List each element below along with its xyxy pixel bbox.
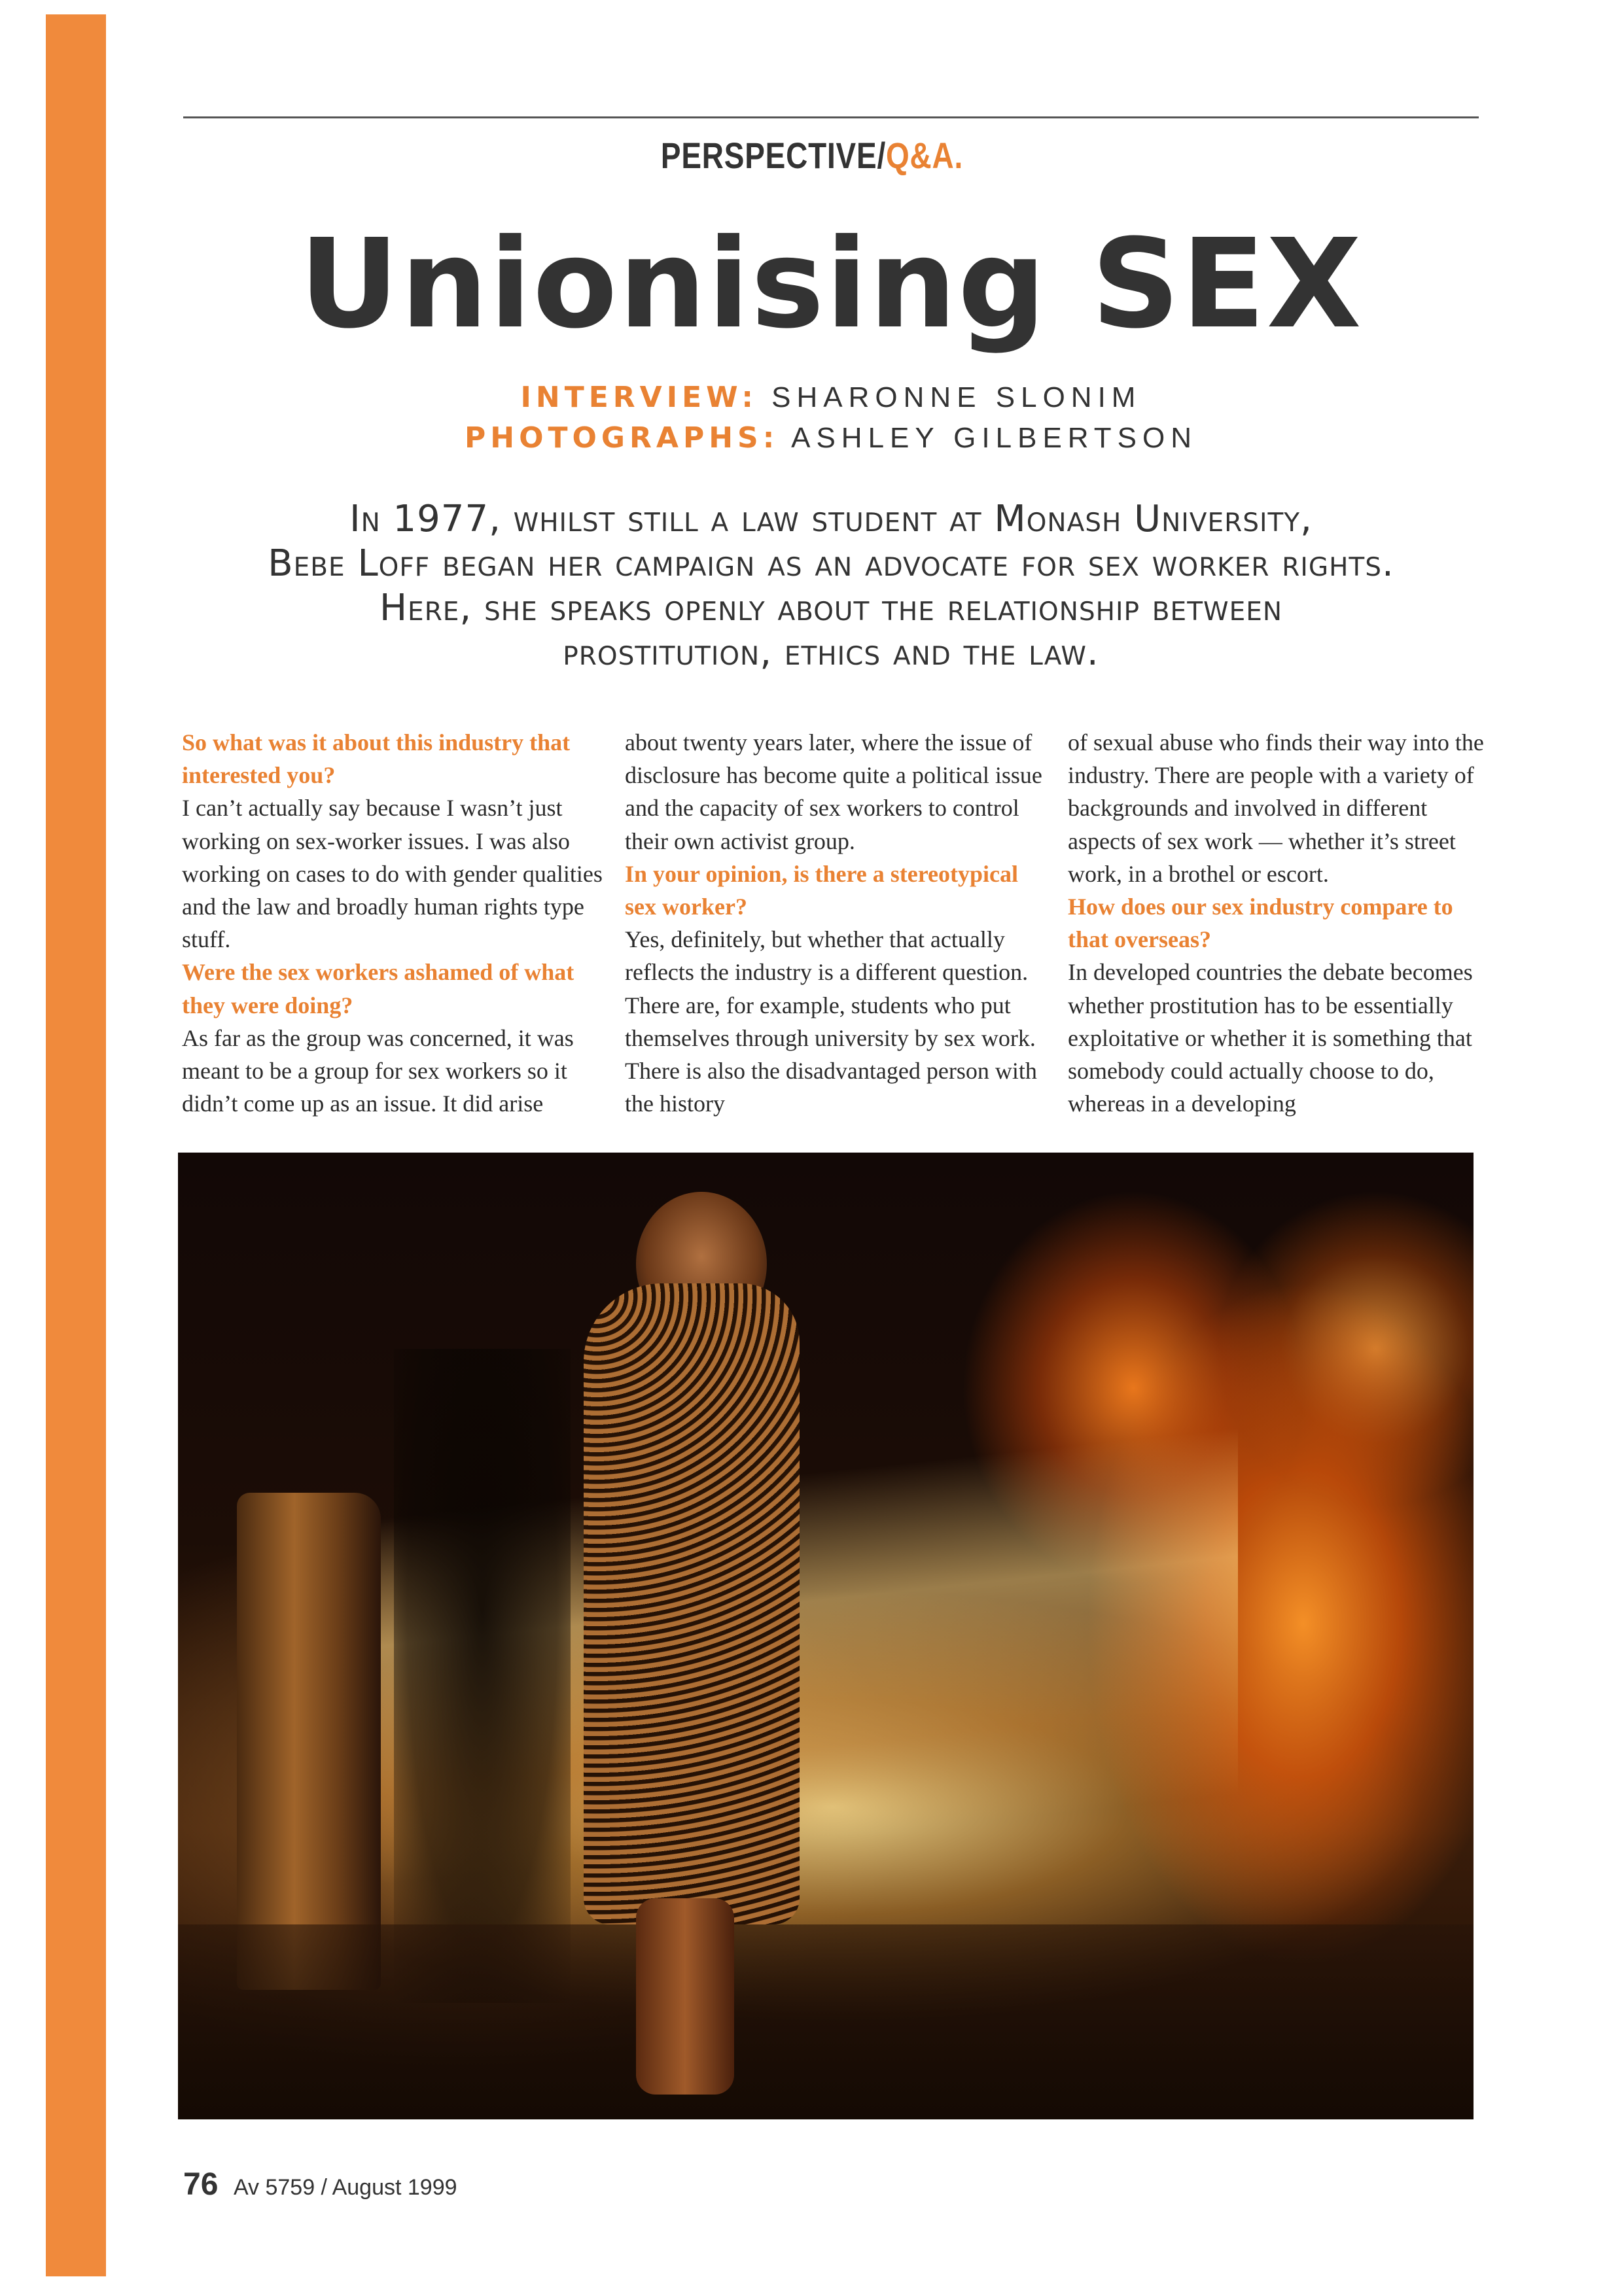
cast-shadow: [394, 1349, 571, 2003]
standfirst-line: Bebe Loff began her campaign as an advocate for sex worker rights.: [268, 542, 1394, 585]
question: Were the sex workers ashamed of what they were doing?: [182, 959, 574, 1018]
text-column-2: [625, 726, 1050, 1132]
page-number: 76: [183, 2167, 219, 2202]
stone-pillar: [237, 1493, 381, 1990]
photographs-name: ASHLEY GILBERTSON: [791, 422, 1197, 454]
interview-credit: [183, 378, 1479, 417]
answer-start: As far as the group was concerned, it was meant to be a group for sex workers so it didn’t come up as an issue. It did arise: [182, 1024, 574, 1117]
standfirst-line: prostitution, ethics and the law.: [563, 631, 1099, 674]
photographs-label: PHOTOGRAPHS:: [465, 421, 779, 455]
ground: [178, 1924, 1474, 2119]
answer: I can’t actually say because I wasn’t just working on sex-worker issues. I was also working on cases to do with gender qualities and the law and broadly human rights type stuff.: [182, 795, 603, 953]
section-label: PERSPECTIVE/: [660, 135, 887, 176]
figure-legs: [636, 1898, 734, 2095]
issue-date: Av 5759 / August 1999: [233, 2175, 457, 2200]
interview-label: INTERVIEW:: [520, 381, 758, 414]
photographs-credit: [183, 419, 1479, 458]
section-kicker: [146, 130, 1477, 182]
text-column-1: [182, 726, 607, 1132]
subsection-label: Q&A.: [886, 135, 964, 176]
standfirst-line: Here, she speaks openly about the relationship between: [379, 587, 1283, 629]
question: So what was it about this industry that interested you?: [182, 729, 571, 789]
answer-continued: about twenty years later, where the issue of disclosure has become quite a political issue and the capacity of sex workers to control their own activist group.: [625, 729, 1042, 854]
standfirst: [157, 497, 1505, 675]
answer-start: Yes, definitely, but whether that actually reflects the industry is a different question. There are, for example, students who put themselves through university by sex work. There is also the disadvantaged person with the history: [625, 926, 1037, 1117]
leopard-coat: [584, 1283, 800, 1924]
answer-continued: of sexual abuse who finds their way into the industry. There are people with a variety of backgrounds and involved in different aspects of sex work — whether it’s street work, in a brothel or escort.: [1068, 729, 1484, 887]
standfirst-line: In 1977, whilst still a law student at Monash University,: [349, 498, 1313, 540]
text-column-3: [1068, 726, 1493, 1132]
interview-name: SHARONNE SLONIM: [771, 381, 1142, 413]
answer: In developed countries the debate becomes whether prostitution has to be essentially exploitative or whether it is something that somebody could actually choose to do, whereas in a developing: [1068, 959, 1473, 1117]
article-title: Unionising SEX: [299, 213, 1363, 356]
orange-side-bar: [46, 14, 106, 2276]
question: In your opinion, is there a stereotypical sex worker?: [625, 860, 1019, 920]
question: How does our sex industry compare to that overseas?: [1068, 894, 1453, 953]
street-night-photo: [178, 1153, 1474, 2119]
page-footer: [183, 2165, 457, 2204]
top-rule: [183, 116, 1479, 118]
